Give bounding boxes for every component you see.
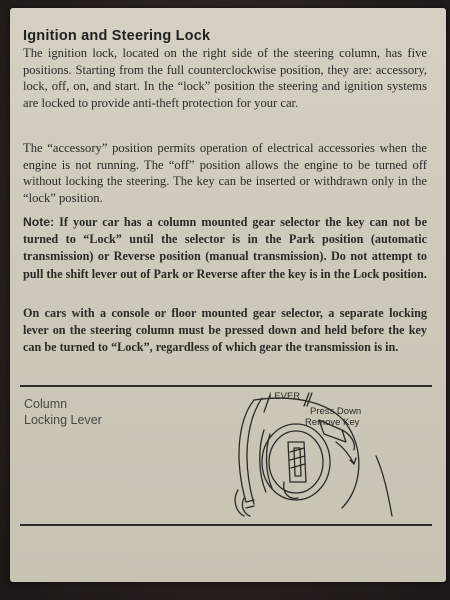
divider-top — [20, 385, 432, 387]
divider-bottom — [20, 524, 432, 526]
paragraph-ignition-positions: The ignition lock, located on the right side of the steering column, has five positions. Starting from the full counterclockwise position, they are: accessory, lock, off, on, and start. In the “lock” position the steering and ignition systems are locked to provide anti-theft protection for your car. — [23, 46, 427, 110]
label-remove-key: Remove Key — [305, 417, 360, 428]
note-paragraph — [23, 214, 427, 283]
paragraph-console-selector: On cars with a console or floor mounted gear selector, a separate locking lever on the steering column must be pressed down and held before the key can be turned to “Lock”, regardless of which gear the transmission is in. — [23, 306, 427, 354]
label-press-down: Press Down — [310, 406, 362, 417]
figure-caption — [24, 397, 102, 428]
figure-caption-line-2: Locking Lever — [24, 412, 102, 427]
note-label: Note: — [23, 215, 55, 229]
section-heading: Ignition and Steering Lock — [23, 28, 211, 44]
note-text: If your car has a column mounted gear selector the key can not be turned to “Lock” until the selector is in the Park position (automatic transmission) or Reverse position (manual transmission). Do not attempt to pull the shift lever out of Park or Reverse after the key is in the Lock position. — [23, 215, 427, 281]
label-lever: LEVER — [269, 391, 301, 402]
paragraph-accessory-position: The “accessory” position permits operation of electrical accessories when the engine is not running. The “off” position allows the engine to be turned off without locking the steering. The key can be inserted or withdrawn only in the “lock” position. — [23, 141, 427, 205]
figure-caption-line-1: Column — [24, 397, 68, 411]
